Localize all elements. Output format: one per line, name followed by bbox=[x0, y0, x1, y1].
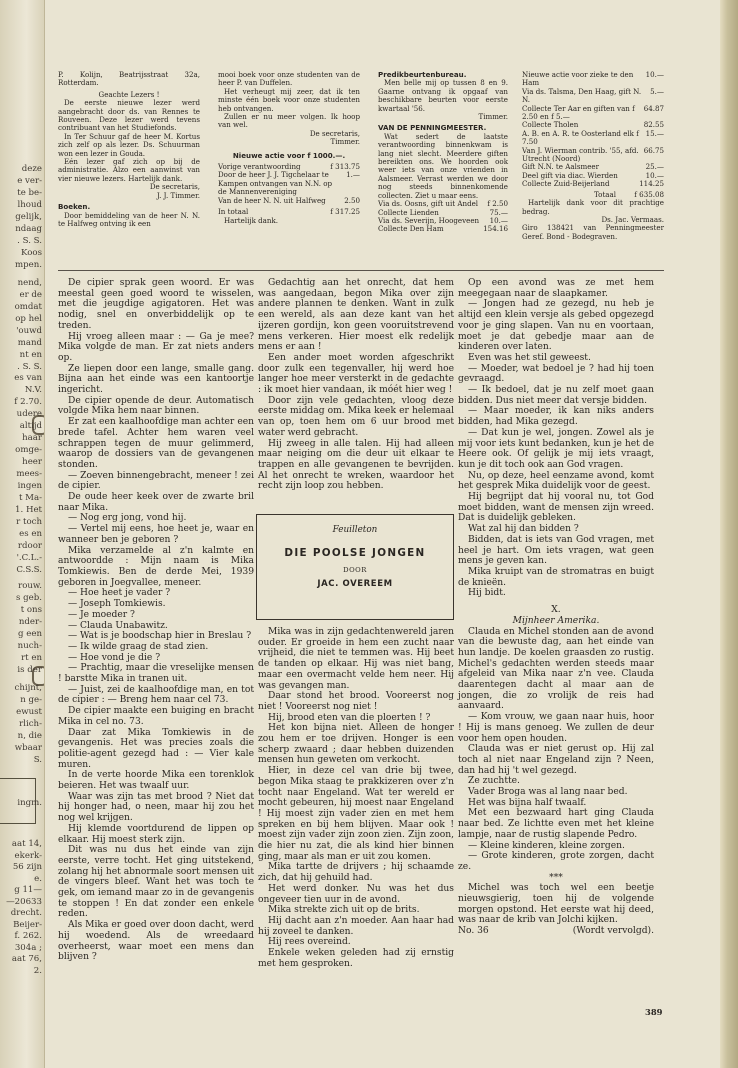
ledger-label: Nieuwe actie voor zieke te den Ham bbox=[522, 70, 634, 88]
page-number: 389 bbox=[645, 1007, 663, 1017]
top-column-1 bbox=[58, 71, 200, 228]
ledger-row bbox=[522, 71, 664, 88]
story-paragraph: Mika verzamelde al z'n kalmte en antwoordde : Mijn naam is Mika Tomkiewis. Ben de derde Mei, 1939 geboren in Joegvallee, meneer. bbox=[58, 545, 254, 588]
story-paragraph: Hij zweeg in alle talen. Hij had alleen maar neiging om die deur uit elkaar te trappen en alle gevangenen te bevrijden. Al het onrecht te wreken, waardoor het recht zijn loop zou hebben. bbox=[258, 438, 454, 492]
ledger-label: A. B. en A. R. te Oosterland elk f 7.50 bbox=[522, 128, 639, 147]
story-paragraph: Hij vroeg alleen maar : — Ga je mee? Mika volgde de man. Er zat niets anders op. bbox=[58, 331, 254, 363]
ledger-label: Via ds. Talsma, Den Haag, gift N. N. bbox=[522, 86, 642, 105]
ledger-amount: 114.25 bbox=[639, 179, 664, 189]
giro-line: Giro 138421 van Penningmeester Geref. Bond - Bodegraven. bbox=[522, 223, 664, 241]
story-paragraph: Hij dacht aan z'n moeder. Aan haar had hij zoveel te danken. bbox=[258, 915, 454, 937]
margin-text-fragment: es en bbox=[19, 529, 42, 539]
margin-text-fragment: t ons bbox=[20, 605, 42, 615]
chapter-number: X. bbox=[551, 605, 561, 616]
top-column-2 bbox=[218, 71, 360, 225]
ledger-label: Van de heer N. N. uit Halfweg bbox=[218, 195, 326, 205]
ledger-label: Collecte Zuid-Beijerland bbox=[522, 179, 610, 189]
margin-text-fragment: nuch- bbox=[17, 641, 42, 651]
story-paragraph: — Zoeven binnengebracht, meneer ! zei de cipier. bbox=[58, 470, 254, 492]
ledger-amount: 75.— bbox=[489, 207, 508, 217]
story-paragraph: Het werd donker. Nu was het dus ongeveer tien uur in de avond. bbox=[258, 883, 454, 905]
story-paragraph: Er zat een kaalhoofdige man achter een brede tafel. Achter hem waren veel schrappen tegen de muur gelimmerd, waarop de dossiers van de gevangenen stonden. bbox=[58, 417, 254, 470]
story-paragraph: — Prachtig, maar die vreselijke mensen ! barstte Mika in tranen uit. bbox=[58, 663, 254, 685]
margin-text-fragment: gelijk, bbox=[15, 212, 42, 222]
margin-text-fragment: s geb. bbox=[16, 593, 42, 603]
story-paragraph: — Nog erg jong, vond hij. bbox=[68, 513, 187, 524]
story-paragraph: — Hoe vond je die ? bbox=[68, 652, 161, 663]
margin-text-fragment: N.V. bbox=[24, 385, 42, 395]
ledger-label: Gift N.N. te Aalsmeer bbox=[522, 162, 600, 172]
story-paragraph: In de verte hoorde Mika een torenklok beieren. Het was twaalf uur. bbox=[58, 770, 254, 792]
to-be-continued: (Wordt vervolgd). bbox=[572, 926, 654, 937]
story-paragraph: — Vertel mij eens, hoe heet je, waar en wanneer ben je geboren ? bbox=[58, 524, 254, 545]
margin-text-fragment: chijnt, bbox=[14, 683, 42, 693]
story-paragraph: — Jongen had ze gezegd, nu heb je altijd een klein versje als gebed opgezegd voor je ging slapen. Van nu en voortaan, moet je dat gebedje maar aan de kinderen over laten. bbox=[458, 299, 654, 353]
top-column-4 bbox=[522, 71, 664, 241]
margin-text-fragment: Beijer- bbox=[13, 919, 42, 930]
margin-text-fragment: aat 14, bbox=[11, 839, 42, 849]
paragraph: In Ter Schuur gaf de heer M. Kortus zich zelf op als lezer. Ds. Schuurman won een lezer in Gouda. bbox=[58, 131, 200, 158]
story-paragraph: Hij, brood eten van die ploerten ! ? bbox=[268, 712, 431, 723]
ledger-label: Collecte Den Ham bbox=[378, 224, 444, 234]
ledger-label: Collecte Ter Aar en giften van f 2.50 en f 5.— bbox=[522, 103, 635, 122]
ledger-row bbox=[378, 225, 508, 233]
feuilleton-title: DIE POOLSE JONGEN bbox=[284, 547, 426, 559]
story-column-2-top bbox=[258, 278, 454, 492]
section-break: *** bbox=[549, 872, 563, 883]
bound-page-margin bbox=[0, 0, 45, 1068]
paragraph: Het verheugt mij zeer, dat ik ten minste één boek voor onze studenten heb ontvangen. bbox=[218, 86, 360, 113]
story-paragraph: — Ik wilde graag de stad zien. bbox=[68, 641, 209, 652]
margin-text-fragment: r toch bbox=[16, 517, 42, 527]
margin-text-fragment: rouw. bbox=[18, 581, 42, 591]
margin-text-fragment: rt en bbox=[21, 653, 42, 663]
margin-text-fragment: lhoud bbox=[17, 200, 42, 210]
story-paragraph: Mika was in zijn gedachtenwereld jaren ouder. Er groeide in hem een zucht naar vrijheid, die niet te temmen was. Hij beet de tanden op elkaar. Hij was niet bang, maar een overmacht velde hem neer. Hij was gevangen man. bbox=[258, 627, 454, 691]
story-paragraph: Nu, op deze, heel eenzame avond, komt het gesprek Mika duidelijk voor de geest. bbox=[458, 470, 654, 492]
ledger-amount: 154.16 bbox=[483, 224, 508, 234]
ledger-amount: 10.— bbox=[489, 215, 508, 225]
story-paragraph: Met een bezwaard hart ging Clauda naar bed. Ze lichtte even met het kleine lampje, naar de rustig slapende Pedro. bbox=[458, 808, 654, 840]
ledger-amount: 10.— bbox=[645, 170, 664, 180]
story-paragraph: Hij rees overeind. bbox=[268, 937, 351, 948]
margin-text-fragment: g een bbox=[18, 629, 42, 639]
margin-text-fragment: 1. Het bbox=[15, 505, 42, 515]
margin-text-fragment: 304a ; bbox=[14, 942, 42, 953]
margin-text-fragment: '.C.L.- bbox=[16, 553, 42, 563]
story-paragraph: — Ik bedoel, dat je nu zelf moet gaan bidden. Dus niet meer dat versje bidden. bbox=[458, 385, 654, 406]
story-paragraph: Ze zuchtte. bbox=[468, 776, 520, 787]
story-paragraph: Dit was nu dus het einde van zijn eerste, verre tocht. Het ging uitstekend, zolang hij het abnormale soort mensen uit de vingers bleef. Want het was toch te gek, om iemand maar zo in de gevangenis te stoppen ! En dat zonder een enkele reden. bbox=[58, 845, 254, 920]
story-paragraph: — Hoe heet je vader ? bbox=[68, 588, 171, 599]
ledger-row bbox=[522, 180, 664, 188]
feuilleton-label: Feuilleton bbox=[332, 525, 378, 535]
margin-text-fragment: mees- bbox=[16, 469, 42, 479]
margin-text-fragment: te be- bbox=[17, 188, 42, 198]
ledger-amount: 15.— bbox=[645, 128, 664, 138]
margin-text-fragment: ewust bbox=[16, 707, 42, 717]
margin-text-fragment: omge- bbox=[15, 445, 42, 455]
story-paragraph: Bidden, dat is iets van God vragen, met heel je hart. Om iets vragen, wat geen mens je geven kan. bbox=[458, 534, 654, 567]
total-label: Totaal bbox=[594, 189, 617, 199]
story-paragraph: — Je moeder ? bbox=[68, 609, 135, 620]
story-paragraph: Mika tartte de drijvers ; hij schaamde zich, dat hij gehuild had. bbox=[258, 862, 454, 884]
story-paragraph: Als Mika er goed over doon dacht, werd hij woedend. Als de wreedaard overheerst, waar moet een mens dan blijven ? bbox=[58, 920, 254, 963]
signature: Timmer. bbox=[330, 137, 360, 147]
story-paragraph: — Juist, zei de kaalhoofdige man, en tot de cipier : — Breng hem naar cel 73. bbox=[58, 684, 254, 706]
margin-text-fragment: f. 262. bbox=[14, 931, 42, 941]
paragraph: Wat sedert de laatste verantwoording binnenkwam is lang niet slecht. Meerdere giften bereikten ons. We hoorden ook weer iets van onze vrienden in Aalsmeer. Verrast werden we door nog steeds binnenkomende collecten. Ziet u maar eens. bbox=[378, 131, 508, 200]
ledger-row bbox=[522, 105, 664, 122]
ledger-amount: 5.— bbox=[650, 86, 664, 96]
margin-text-fragment: g 11— bbox=[14, 885, 42, 895]
story-paragraph: De cipier maakte een buiging en bracht Mika in cel no. 73. bbox=[58, 706, 254, 727]
story-paragraph: — Dat kun je wel, jongen. Zowel als je mij voor iets kunt bedanken, kun je het de Heere ook. Of gelijk je mij iets vraagt, kun je dit toch ook aan God vragen. bbox=[458, 427, 654, 470]
paragraph: Hartelijk dank voor dit prachtige bedrag. bbox=[522, 198, 664, 216]
margin-text-fragment: nder- bbox=[18, 617, 42, 627]
paragraph: De eerste nieuwe lezer werd aangebracht door ds. van Rennes te Rouveen. Deze lezer werd tevens contribuant van het Studiefonds. bbox=[58, 98, 200, 133]
margin-text-fragment: ingen bbox=[17, 481, 42, 491]
margin-text-fragment: haar bbox=[22, 433, 42, 443]
margin-text-fragment: 2. bbox=[33, 965, 42, 976]
margin-text-fragment: . S. S. bbox=[17, 362, 42, 372]
paragraph: Door bemiddeling van de heer N. N. te Halfweg ontving ik een bbox=[58, 210, 200, 228]
margin-text-fragment: t Ma- bbox=[18, 493, 42, 503]
ledger-amount: 1.— bbox=[346, 170, 360, 180]
ledger-amount: f 313.75 bbox=[330, 162, 360, 172]
total-label: In totaal bbox=[218, 207, 249, 217]
story-paragraph: Even was het stil geweest. bbox=[468, 352, 591, 363]
story-paragraph: Ze liepen door een lange, smalle gang. Bijna aan het einde was een kantoortje ingericht. bbox=[58, 363, 254, 396]
story-paragraph: De oude heer keek over de zwarte bril naar Mika. bbox=[58, 492, 254, 513]
story-paragraph: Op een avond was ze met hem meegegaan naar de slaapkamer. bbox=[458, 278, 654, 299]
margin-text-fragment: C.S.S. bbox=[16, 565, 42, 575]
ledger-label: Collecte Tholen bbox=[522, 120, 579, 130]
story-paragraph: Enkele weken geleden had zij ernstig met hem gesproken. bbox=[258, 948, 454, 969]
total-amount: f 317.25 bbox=[330, 207, 360, 217]
margin-text-fragment: Koos bbox=[21, 248, 42, 258]
margin-text-fragment: udere bbox=[16, 409, 42, 419]
story-paragraph: Het kon bijna niet. Alleen de honger zou hem er toe drijven. Honger is een scherp zwaard ; daar hebben duizenden mensen hun geweten om verkocht. bbox=[258, 723, 454, 766]
section-heading: VAN DE PENNINGMEESTER. bbox=[378, 123, 487, 133]
story-paragraph: Michel was toch wel een beetje nieuwsgierig, toen hij de volgende morgen opstond. Het eerste wat hij deed, was naar de krib van Jolchi kijken. bbox=[458, 883, 654, 926]
signature: J. J. Timmer. bbox=[156, 190, 200, 200]
chapter-title: Mijnheer Amerika. bbox=[512, 615, 600, 626]
story-paragraph: — Moeder, wat bedoel je ? had hij toen gevraagd. bbox=[458, 363, 654, 385]
margin-text-fragment: 'ouwd bbox=[16, 326, 42, 336]
story-paragraph: Door zijn vele gedachten, vloog deze eerste middag om. Mika keek er helemaal van op, toen hem om 6 uur brood met water werd gebracht. bbox=[258, 395, 454, 438]
margin-text-fragment: er de bbox=[19, 290, 42, 300]
story-paragraph: Daar zat Mika Tomkiewis in de gevangenis. Het was precies zoals die politie-agent gezegd had : — Vier kale muren. bbox=[58, 727, 254, 770]
story-paragraph: — Kom vrouw, we gaan naar huis, hoor ! Hij is mans genoeg. We zullen de deur voor hem open houden. bbox=[458, 712, 654, 744]
margin-text-fragment: es van bbox=[14, 373, 42, 383]
ledger-row bbox=[218, 171, 360, 196]
margin-text-fragment: wbaar bbox=[14, 743, 42, 753]
ledger-amount: 82.55 bbox=[643, 120, 664, 130]
margin-text-fragment: . S. S. bbox=[17, 236, 42, 246]
ledger-label: Deel gift via diac. Wierden bbox=[522, 170, 618, 180]
thanks: Hartelijk dank. bbox=[224, 215, 279, 225]
margin-text-fragment: e. bbox=[34, 873, 42, 884]
ledger-amount: 64.87 bbox=[643, 103, 664, 113]
margin-text-fragment: ekerk- bbox=[14, 850, 42, 861]
greeting: Geachte Lezers ! bbox=[98, 89, 160, 99]
section-heading: Nieuwe actie voor f 1000.—. bbox=[232, 150, 346, 160]
ledger-label: Collecte Lienden bbox=[378, 207, 439, 217]
story-paragraph: Het was bijna half twaalf. bbox=[468, 797, 587, 808]
story-column-3 bbox=[458, 278, 654, 937]
ledger-amount: 25.— bbox=[645, 162, 664, 172]
ledger-label: Via ds. Oosns, gift uit Andel bbox=[378, 199, 479, 209]
story-paragraph: Vader Broga was al lang naar bed. bbox=[468, 787, 628, 798]
address: P. Kolijn, Beatrijsstraat 32a, Rotterdam. bbox=[58, 70, 200, 88]
margin-text-fragment: deze bbox=[21, 164, 42, 174]
margin-text-fragment: omdat bbox=[14, 302, 42, 312]
feuilleton-by: DOOR bbox=[343, 566, 367, 574]
ledger-label: Via ds. Severijn, Hoogeveen bbox=[378, 215, 480, 225]
ledger-amount: 2.50 bbox=[344, 195, 360, 205]
margin-text-fragment: mpen. bbox=[14, 260, 42, 270]
margin-text-fragment: e ver- bbox=[17, 176, 42, 186]
story-paragraph: — Wat is je boodschap hier in Breslau ? bbox=[68, 631, 252, 642]
story-paragraph: Mika kruipt van de stromatras en buigt de knieën. bbox=[458, 566, 654, 588]
story-paragraph: De cipier opende de deur. Automatisch volgde Mika hem naar binnen. bbox=[58, 395, 254, 417]
page-edge bbox=[720, 0, 738, 1068]
ledger-label: Vorige verantwoording bbox=[218, 162, 301, 172]
margin-text-fragment: mand bbox=[17, 338, 42, 348]
story-paragraph: — Maar moeder, ik kan niks anders bidden, had Mika gezegd. bbox=[458, 406, 654, 428]
section-divider bbox=[58, 270, 664, 271]
margin-text-fragment: heer bbox=[22, 457, 42, 467]
margin-text-fragment: altijd bbox=[19, 421, 42, 431]
ledger-amount: f 2.50 bbox=[487, 199, 508, 209]
feuilleton-box bbox=[256, 514, 454, 620]
ledger-amount: 66.75 bbox=[643, 145, 664, 155]
margin-text-fragment: 56 zijn bbox=[12, 862, 42, 872]
story-paragraph: Waar was zijn tas met brood ? Niet dat hij honger had, o neen, maar hij zou het nog wel krijgen. bbox=[58, 791, 254, 824]
section-heading: Boeken. bbox=[58, 202, 91, 212]
section-heading: Predikbeurtenbureau. bbox=[378, 70, 467, 79]
signature: Timmer. bbox=[478, 112, 508, 122]
story-paragraph: — Joseph Tomkiewis. bbox=[68, 599, 166, 610]
paragraph: Zullen er nu meer volgen. Ik hoop van wel. bbox=[218, 112, 360, 130]
story-paragraph: Een ander moet worden afgeschrikt door zulk een tegenvaller, hij werd hoe langer hoe meer versterkt in de gedachte : ik moet hier vandaan, ik móét hier weg ! bbox=[258, 352, 454, 396]
margin-text-fragment: aat 76, bbox=[11, 954, 42, 964]
story-paragraph: Hij bidt. bbox=[468, 588, 506, 599]
story-paragraph: Clauda was er niet gerust op. Hij zal toch al niet naar Engeland zijn ? Neen, dan had hij 't wel gezegd. bbox=[458, 744, 654, 776]
story-paragraph: — Grote kinderen, grote zorgen, dacht ze. bbox=[458, 851, 654, 872]
margin-text-fragment: n ge- bbox=[20, 695, 42, 705]
paragraph: Men belle mij op tussen 8 en 9. Gaarne ontvang ik opgaaf van beschikbare beurten voor eerste kwartaal '56. bbox=[378, 78, 508, 113]
paragraph: Eén lezer gaf zich op bij de administratie. Alzo een aanwinst van vier nieuwe lezers. Hartelijk dank. bbox=[58, 157, 200, 183]
margin-text-fragment: nend, bbox=[17, 278, 42, 288]
margin-text-fragment: —20633 bbox=[6, 896, 42, 907]
continuation-line bbox=[458, 926, 654, 937]
signature: Ds. Jac. Vermaas. bbox=[601, 214, 664, 224]
margin-text-fragment: nt en bbox=[19, 350, 42, 360]
paragraph: mooi boek voor onze studenten van de heer P. van Duffelen. bbox=[218, 70, 360, 88]
feuilleton-author: JAC. OVEREEM bbox=[317, 579, 393, 589]
story-paragraph: Daar stond het brood. Vooreerst nog niet ! Vooreerst nog niet ! bbox=[258, 691, 454, 712]
ledger-row bbox=[522, 88, 664, 105]
margin-text-fragment: rlich- bbox=[19, 719, 42, 729]
story-paragraph: Hier, in deze cel van drie bij twee, begon Mika staag te prakkizeren over z'n tocht naar Engeland. Wat ter wereld er mocht gebeuren, hij moest naar Engeland ! Hij moest zijn vader zien en met hem spreken en bij hem blijven. Maar ook ! moest zijn vader zijn zoon zien. Zijn zoon, die hier nu zat, die als kind hier binnen ging, maar als man er uit zou komen. bbox=[258, 766, 454, 862]
ledger-label: Van J. Wierman contrib. '55, afd. Utrecht (Noord) bbox=[522, 145, 639, 164]
margin-text-fragment: n, die bbox=[17, 731, 42, 741]
story-column-1 bbox=[58, 278, 254, 963]
story-paragraph: Hij begrijpt dat hij vooral nu, tot God moet bidden, want de mensen zijn wreed. Dat is duidelijk gebleken. bbox=[458, 492, 654, 524]
story-column-2-bottom bbox=[258, 627, 454, 970]
margin-text-fragment: rdoor bbox=[17, 541, 42, 551]
story-paragraph: Hij klemde voortdurend de lippen op elkaar. Hij moest sterk zijn. bbox=[58, 823, 254, 845]
margin-text-fragment: drecht. bbox=[10, 908, 42, 918]
story-paragraph: Mika strekte zich uit op de brits. bbox=[268, 905, 420, 916]
margin-text-fragment: ndaag bbox=[15, 224, 42, 234]
margin-text-fragment: is der bbox=[17, 665, 42, 675]
story-paragraph: — Kleine kinderen, kleine zorgen. bbox=[468, 840, 625, 851]
margin-text-fragment: f 2.70. bbox=[14, 397, 42, 407]
ledger-row bbox=[522, 147, 664, 164]
story-paragraph: Gedachtig aan het onrecht, dat hem was aangedaan, begon Mika over zijn andere plannen te denken. Want in zulk een wereld, als aan deze kant van het ijzeren gordijn, kon geen vooruitstrevend mens verkeren. Hier moest elk redelijk mens er aan ! bbox=[258, 278, 454, 353]
margin-text-fragment: ingm. bbox=[17, 798, 42, 808]
ledger-label: Door de heer J. J. Tigchelaar te Kampen ontvangen van N.N. op de Mannenvereniging bbox=[218, 170, 333, 197]
ledger-amount: 10.— bbox=[645, 70, 664, 79]
signature: De secretaris, bbox=[309, 128, 360, 138]
margin-text-fragment: S. bbox=[33, 755, 42, 765]
signature: De secretaris, bbox=[149, 182, 200, 192]
story-paragraph: Clauda en Michel stonden aan de avond van die bewuste dag, aan het einde van hun landje. De koelen graasden zo rustig. Michel's gedachten werden steeds maar afgeleid van Mika naar z'n vee. Clauda daarentegen dacht al maar aan de jongen, die zo vrolijk de reis had aanvaard. bbox=[458, 626, 654, 712]
ledger-row bbox=[522, 130, 664, 147]
margin-text-fragment: op hel bbox=[15, 314, 42, 324]
installment-number: No. 36 bbox=[458, 926, 489, 937]
story-paragraph: — Clauda Unabawitz. bbox=[68, 620, 168, 631]
story-paragraph: De cipier sprak geen woord. Er was meestal geen goed woord te wisselen, met die jeugdige agigatoren. Het was nodig, snel en onverbiddelijk op te treden. bbox=[58, 278, 254, 331]
ledger-row bbox=[218, 197, 360, 205]
top-column-3 bbox=[378, 71, 508, 234]
total-amount: f 635.08 bbox=[634, 189, 664, 199]
story-paragraph: Wat zal hij dan bidden ? bbox=[468, 524, 579, 535]
